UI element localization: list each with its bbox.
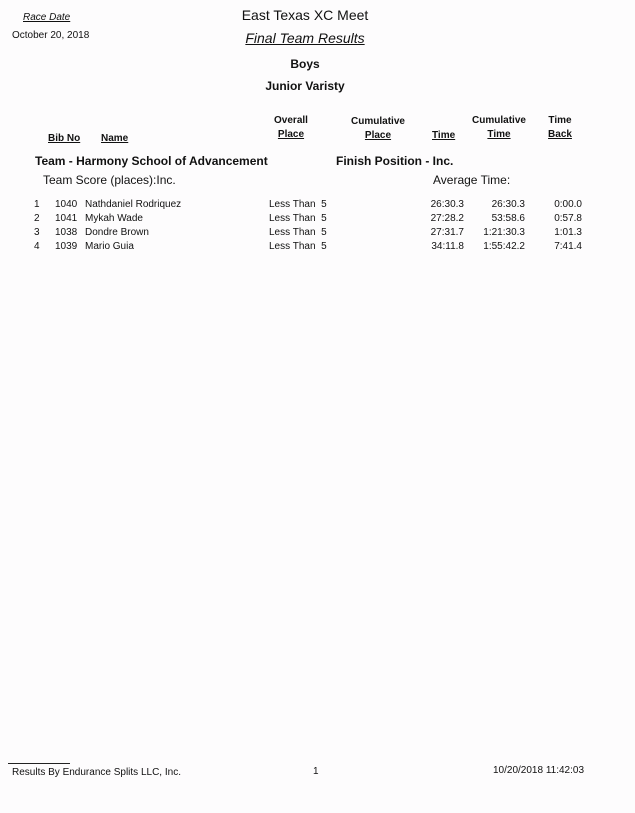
col-cum-time-top: Cumulative <box>472 115 526 126</box>
team-name: Team - Harmony School of Advancement <box>35 154 268 168</box>
table-row <box>0 241 635 255</box>
runner-overall-place: Less Than 5 <box>269 227 327 238</box>
runner-bib: 1040 <box>55 199 78 210</box>
runner-overall-place: Less Than 5 <box>269 199 327 210</box>
col-overall-place <box>262 115 320 140</box>
runner-cumulative-time: 26:30.3 <box>491 199 525 210</box>
col-bib-no: Bib No <box>48 133 81 144</box>
report-title: Final Team Results <box>245 30 365 46</box>
print-timestamp: 10/20/2018 11:42:03 <box>493 765 585 776</box>
race-date: October 20, 2018 <box>12 30 90 41</box>
runner-bib: 1039 <box>55 241 78 252</box>
col-overall-top: Overall <box>274 115 308 126</box>
runner-cumulative-time: 1:21:30.3 <box>483 227 525 238</box>
runner-name: Mario Guia <box>85 241 134 252</box>
race-date-label: Race Date <box>23 12 71 23</box>
col-cumulative-place <box>344 116 412 141</box>
runner-overall-place: Less Than 5 <box>269 213 327 224</box>
meet-title: East Texas XC Meet <box>241 7 369 23</box>
col-cum-place-top: Cumulative <box>351 116 405 127</box>
runner-position: 4 <box>34 241 40 252</box>
col-cum-time-bottom: Time <box>487 129 511 140</box>
page-number: 1 <box>313 766 319 777</box>
division-heading: Junior Varisty <box>265 79 345 93</box>
runner-cumulative-time: 1:55:42.2 <box>483 241 525 252</box>
team-score: Team Score (places):Inc. <box>43 173 176 187</box>
finish-position: Finish Position - Inc. <box>336 154 454 168</box>
runner-position: 2 <box>34 213 40 224</box>
table-row <box>0 213 635 227</box>
gender-heading: Boys <box>290 57 320 71</box>
runner-name: Nathdaniel Rodriquez <box>85 199 182 210</box>
runner-overall-place: Less Than 5 <box>269 241 327 252</box>
runner-name: Dondre Brown <box>85 227 149 238</box>
col-time: Time <box>432 130 456 141</box>
runner-name: Mykah Wade <box>85 213 143 224</box>
col-time-back-top: Time <box>548 115 572 126</box>
runner-time: 27:31.7 <box>430 227 464 238</box>
runner-time: 27:28.2 <box>430 213 464 224</box>
runner-cumulative-time: 53:58.6 <box>491 213 525 224</box>
col-time-back-bottom: Back <box>548 129 572 140</box>
col-cumulative-time <box>466 115 532 140</box>
runner-time: 26:30.3 <box>430 199 464 210</box>
runner-position: 1 <box>34 199 40 210</box>
col-name: Name <box>101 133 129 144</box>
runner-time-back: 7:41.4 <box>554 241 582 252</box>
runner-time: 34:11.8 <box>431 241 464 252</box>
col-time-back <box>541 115 579 140</box>
runner-time-back: 1:01.3 <box>554 227 582 238</box>
table-row <box>0 227 635 241</box>
runner-bib: 1038 <box>55 227 78 238</box>
footer-credit: Results By Endurance Splits LLC, Inc. <box>12 767 181 778</box>
runner-bib: 1041 <box>55 213 78 224</box>
table-row <box>0 199 635 213</box>
runner-position: 3 <box>34 227 40 238</box>
footer-rule <box>8 763 70 764</box>
average-time: Average Time: <box>433 173 511 187</box>
runner-time-back: 0:57.8 <box>554 213 582 224</box>
runner-time-back: 0:00.0 <box>554 199 582 210</box>
col-cum-place-bottom: Place <box>364 130 392 141</box>
col-overall-bottom: Place <box>277 129 305 140</box>
